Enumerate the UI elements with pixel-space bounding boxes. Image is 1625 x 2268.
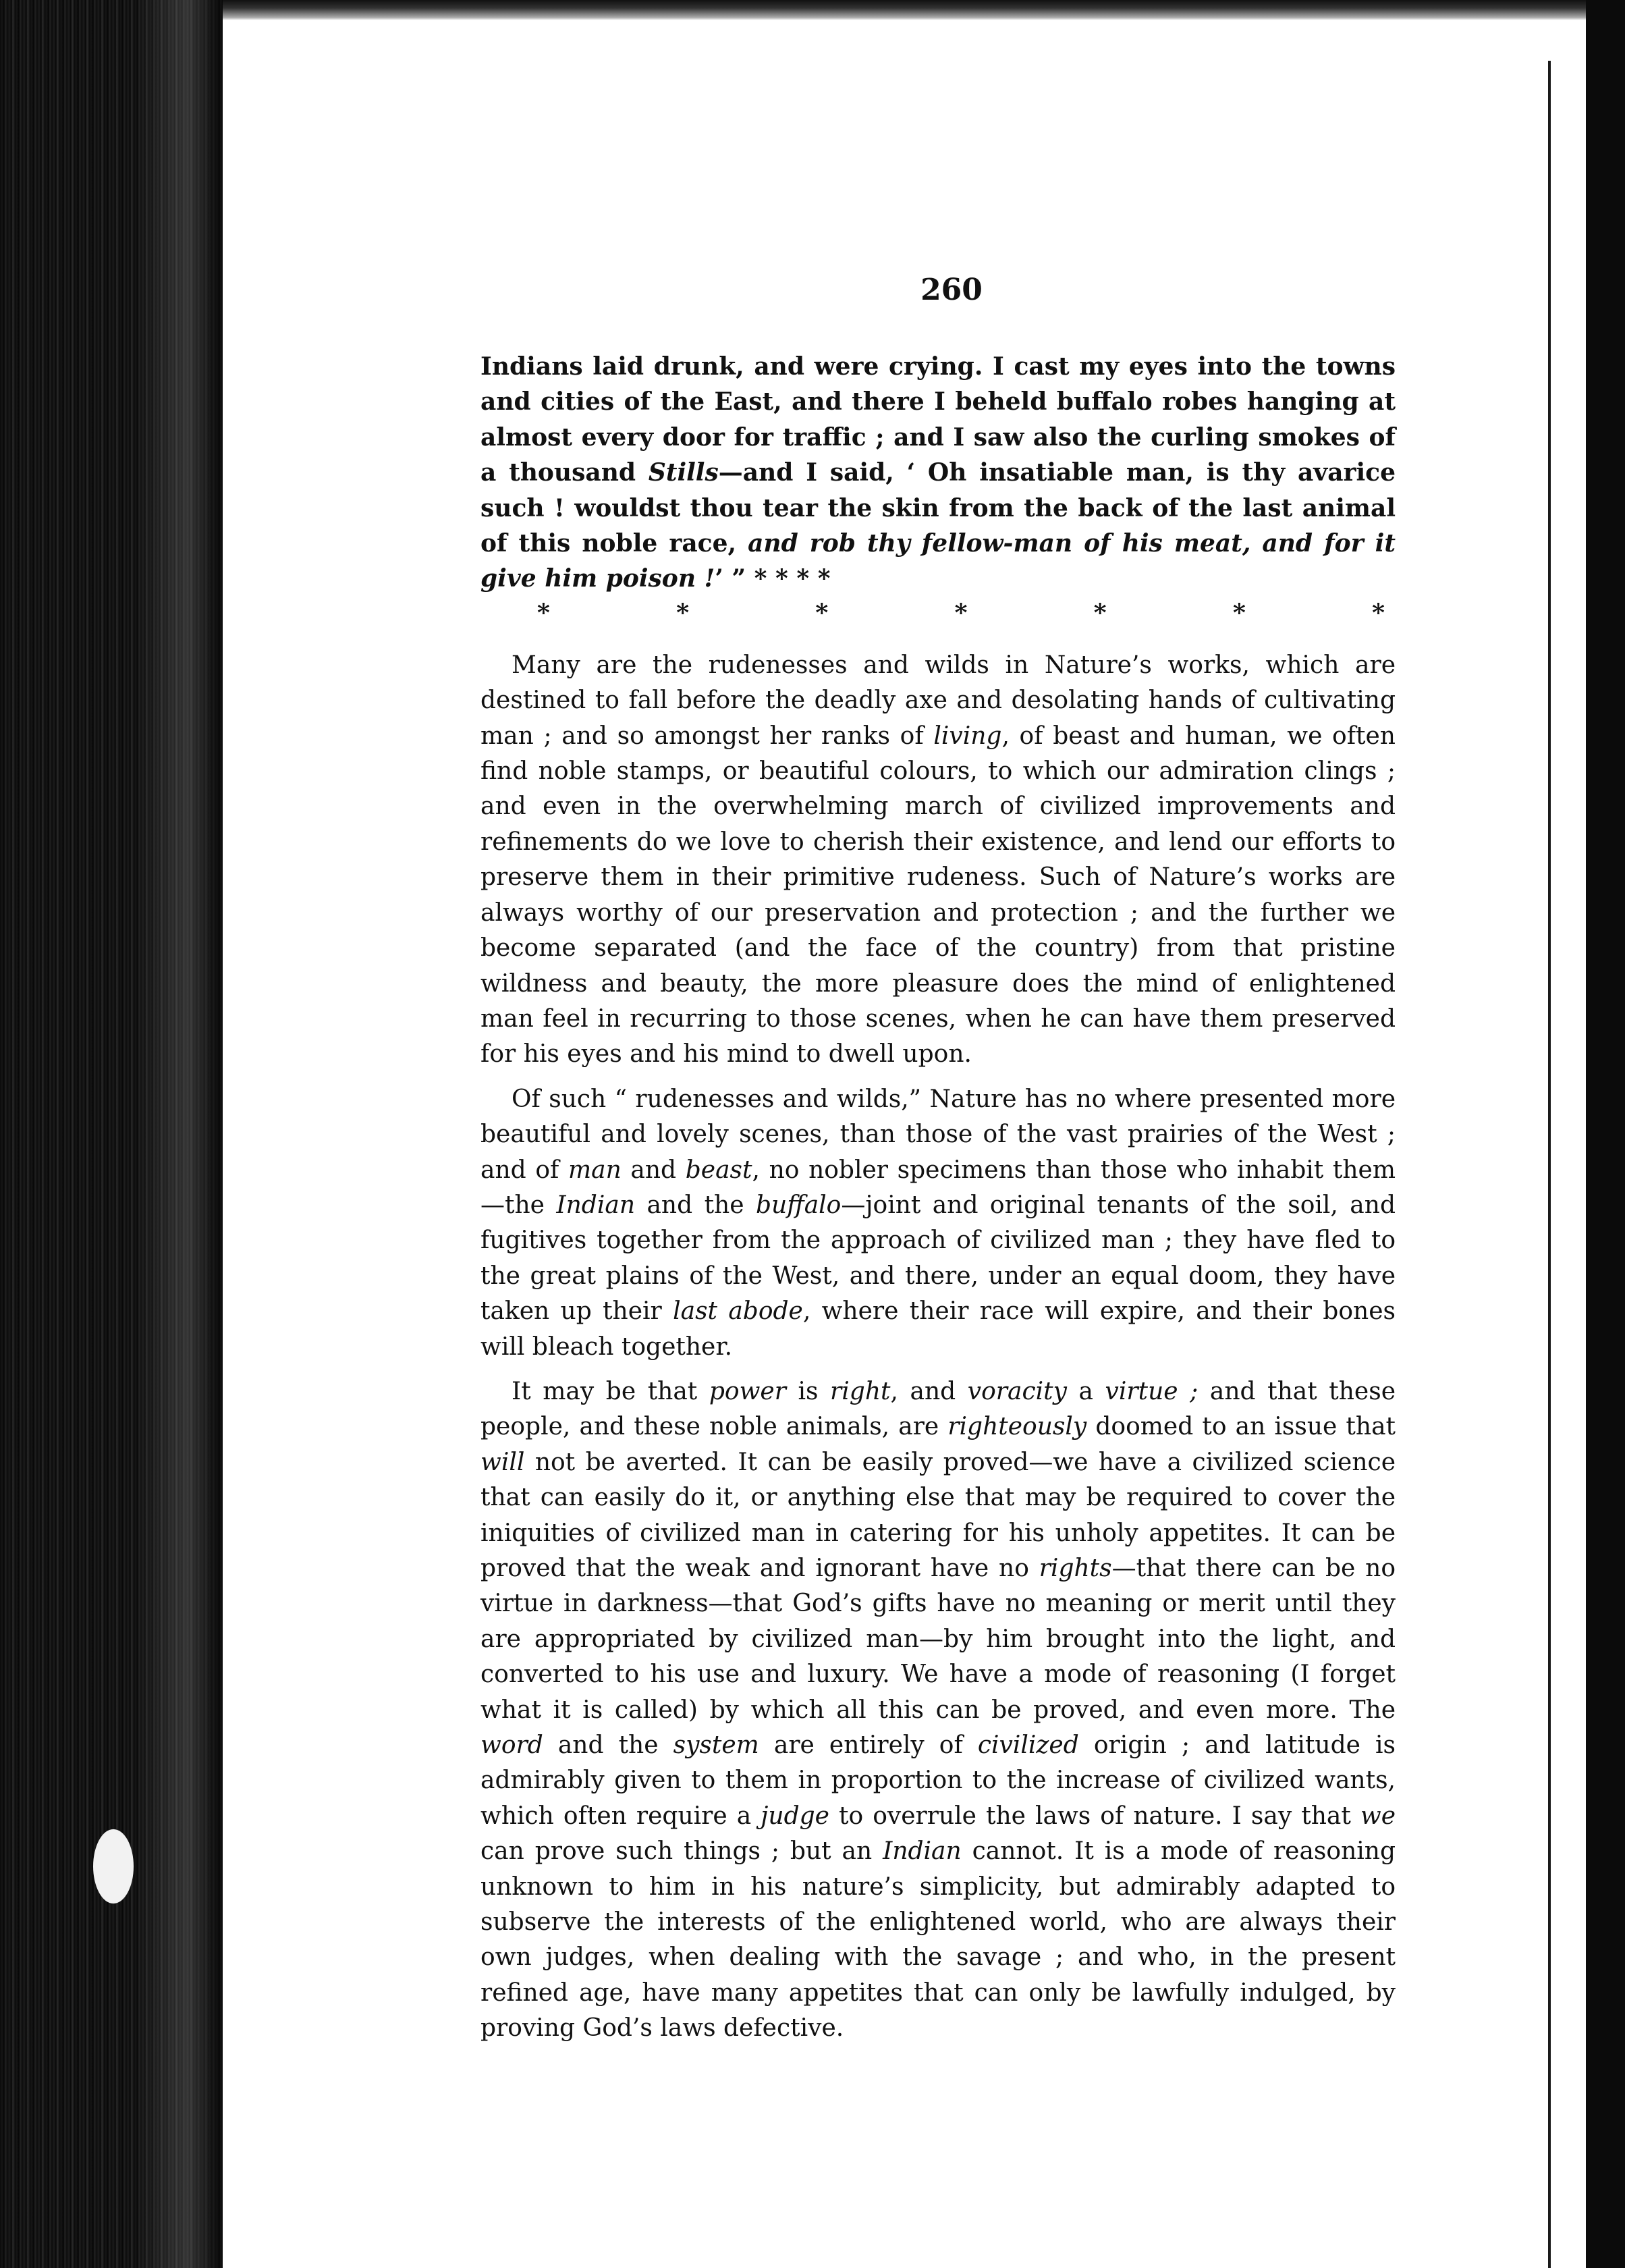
italic-run: virtue ;: [1105, 1377, 1199, 1405]
page-number: 260: [920, 273, 983, 307]
italic-run: voracity: [967, 1377, 1067, 1405]
page-edge-spot: [93, 1829, 134, 1904]
italic-run: will: [480, 1448, 525, 1476]
text-run: , of beast and human, we often find noble stamps, or beautiful colours, to which our admiration clings ; and even in the overwhelming march of civilized improvements and refinements do we love to cherish their existence, and lend our efforts to preserve them in their primitive rudeness. Such of Nature’s works are always worthy of our preservation and protection ; and the further we become separated (and the face of the country) from that pristine wildness and beauty, the more pleasure does the mind of enlightened man feel in recurring to those scenes, when he can have them preserved for his eyes and his mind to dwell upon.: [480, 722, 1396, 1069]
italic-run: we: [1360, 1802, 1396, 1830]
asterisk: *: [954, 598, 968, 627]
text-run: , and: [890, 1377, 968, 1405]
text-run: and the: [543, 1731, 673, 1760]
text-run: not be averted. It can be easily proved—we have a civilized science that can easily do it, or anything else that may be required to cover the iniquities of civilized man in catering for his unholy appetites. It can be proved that the weak and ignorant have no: [480, 1448, 1396, 1582]
text-run: , where their race will expire, and their bones will bleach together.: [480, 1297, 1396, 1361]
text-run: doomed to an issue that: [1086, 1413, 1396, 1441]
section-break-asterisks: [480, 597, 1396, 629]
italic-run: right: [830, 1377, 891, 1405]
text-run: origin ; and latitude is admirably given to them in proportion to the increase of civilized wants, which often require a: [480, 1731, 1396, 1830]
italic-run: Indian: [883, 1837, 962, 1866]
text-run: and: [621, 1156, 686, 1184]
asterisk: *: [1232, 598, 1246, 627]
italic-run: civilized: [977, 1731, 1079, 1760]
scan-right-border: [1586, 0, 1625, 2268]
italic-run: last abode: [673, 1297, 803, 1326]
text-run: —joint and original tenants of the soil, and fugitives together from the approach of civilized man ; they have fled to the great plains of the West, and there, under an equal doom, they have taken up their: [480, 1191, 1396, 1326]
italic-run: righteously: [947, 1413, 1087, 1441]
text-run: is: [786, 1377, 831, 1405]
text-run: It may be that: [512, 1377, 709, 1405]
text-run: and the: [635, 1191, 756, 1219]
italic-run: living: [933, 722, 1002, 750]
text-run: —that there can be no virtue in darkness—that God’s gifts have no meaning or merit until they are appropriated by civilized man—by him brought into the light, and converted to his use and luxury. We have a mode of reasoning (I forget what it is called) by which all this can be proved, and even more. The: [480, 1555, 1396, 1724]
paragraph-continuation: [480, 349, 1396, 597]
facing-page-edge: [1548, 61, 1551, 2268]
text-run: —and I said, ‘ Oh insatiable man, is thy avarice such ! wouldst thou tear the skin from the back of the last animal of this noble race,: [480, 458, 1396, 558]
italic-run: rights: [1039, 1555, 1112, 1582]
italic-run: power: [709, 1377, 786, 1405]
paragraph-prairies: [480, 1082, 1396, 1365]
text-run: Indians laid drunk, and were crying. I cast my eyes into the towns and cities of the East, and there I beheld buffalo robes hanging at almost every door for traffic ; and I saw also the curling smokes of a thousand: [480, 352, 1396, 487]
asterisk: *: [1372, 598, 1385, 627]
asterisk: *: [537, 598, 550, 627]
asterisk: *: [1093, 598, 1107, 627]
text-run: , no nobler specimens than those who inhabit them—the: [480, 1156, 1396, 1219]
italic-run: buffalo: [755, 1191, 842, 1219]
book-page: [480, 267, 1396, 2047]
asterisk: *: [815, 598, 829, 627]
italic-run: and rob thy fellow-man of his meat, and for it give him poison !: [480, 529, 1396, 593]
text-run: Many are the rudenesses and wilds in Nature’s works, which are destined to fall before the deadly axe and desolating hands of cultivating man ; and so amongst her ranks of: [480, 651, 1396, 750]
scan-top-border: [202, 0, 1625, 20]
text-run: and that these people, and these noble animals, are: [480, 1377, 1396, 1441]
text-run: to overrule the laws of nature. I say that: [829, 1802, 1360, 1830]
text-run: ’ ” * * * *: [715, 564, 831, 593]
text-run: a: [1066, 1377, 1105, 1405]
italic-run: man: [568, 1156, 622, 1184]
text-run: Of such “ rudenesses and wilds,” Nature has no where presented more beautiful and lovely scenes, than those of the vast prairies of the West ; and of: [480, 1085, 1396, 1184]
paragraph-rudenesses: [480, 648, 1396, 1073]
italic-run: Stills: [648, 458, 719, 487]
text-run: can prove such things ; but an: [480, 1837, 883, 1866]
italic-run: Indian: [556, 1191, 636, 1219]
text-run: cannot. It is a mode of reasoning unknown to him in his nature’s simplicity, but admirably adapted to subserve the interests of the enlightened world, who are always their own judges, when dealing with the savage ; and who, in the present refined age, have many appetites that can only be lawfully indulged, by proving God’s laws defective.: [480, 1837, 1396, 2043]
book-edge: [0, 0, 223, 2268]
paragraph-reasoning: [480, 1374, 1396, 2047]
italic-run: word: [480, 1731, 543, 1760]
italic-run: system: [673, 1731, 759, 1760]
italic-run: beast: [685, 1156, 752, 1184]
italic-run: judge: [761, 1802, 829, 1830]
text-run: are entirely of: [759, 1731, 978, 1760]
asterisk: *: [676, 598, 690, 627]
